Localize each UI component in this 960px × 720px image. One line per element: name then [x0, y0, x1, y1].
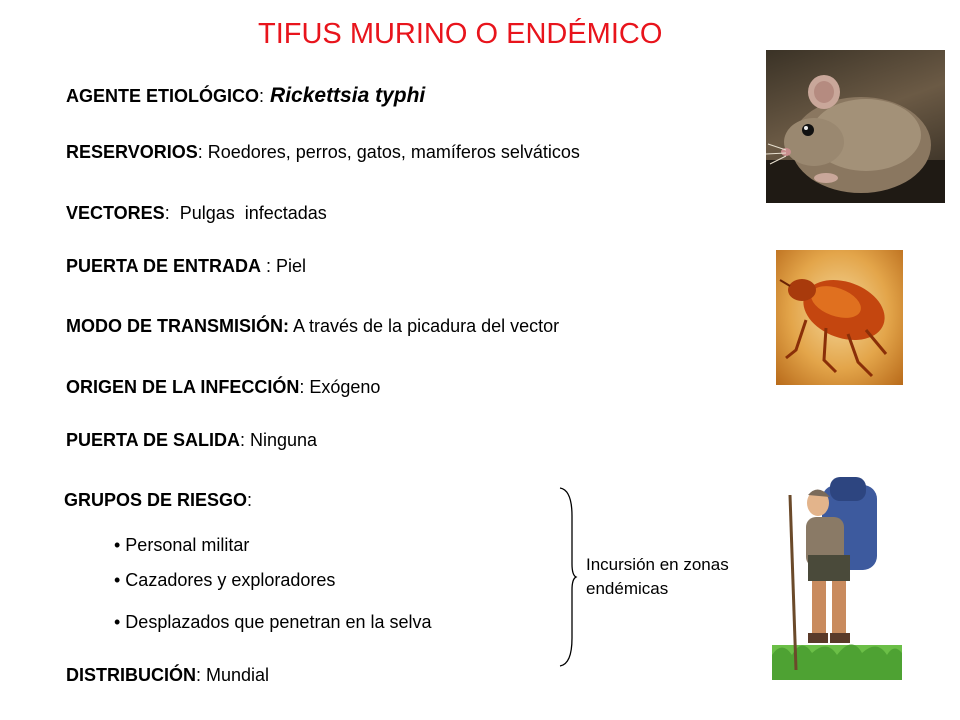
grouping-brace: [556, 486, 580, 668]
agente-value: Rickettsia typhi: [270, 84, 426, 107]
grupos-riesgo-label: GRUPOS DE RIESGO: [64, 490, 248, 510]
modo-transmision-value: A través de la picadura del vector: [289, 316, 560, 336]
reservorios-label: RESERVORIOS: [66, 142, 198, 162]
origen-row: [66, 377, 380, 398]
rat-photo: [766, 50, 945, 203]
grupos-riesgo-row: [64, 490, 252, 511]
vectores-label: VECTORES: [66, 203, 165, 223]
origen-value: : Exógeno: [299, 377, 381, 397]
vectores-value: : Pulgas infectadas: [164, 203, 327, 223]
modo-transmision-label: MODO DE TRANSMISIÓN:: [66, 316, 289, 336]
distribucion-label: DISTRIBUCIÓN: [66, 665, 196, 685]
risk-item-cazadores: • Cazadores y exploradores: [114, 570, 336, 590]
modo-transmision-row: [66, 316, 559, 337]
distribucion-value: : Mundial: [196, 665, 270, 685]
risk-item-militar: • Personal militar: [114, 535, 250, 555]
vectores-row: [66, 203, 327, 224]
flea-photo: [776, 250, 903, 385]
grupos-riesgo-sep: :: [247, 490, 253, 510]
agente-row: [66, 84, 425, 108]
puerta-entrada-value: : Piel: [261, 256, 307, 276]
incursion-note: Incursión en zonas endémicas: [586, 555, 729, 598]
reservorios-row: [66, 142, 580, 163]
puerta-salida-value: : Ninguna: [240, 430, 318, 450]
puerta-salida-row: [66, 430, 317, 451]
hiker-photo: [772, 455, 902, 680]
puerta-entrada-label: PUERTA DE ENTRADA: [66, 256, 262, 276]
risk-item-desplazados: • Desplazados que penetran en la selva: [114, 612, 432, 632]
puerta-entrada-row: [66, 256, 306, 277]
page-title: TIFUS MURINO O ENDÉMICO: [258, 18, 663, 50]
reservorios-value: : Roedores, perros, gatos, mamíferos selváticos: [197, 142, 580, 162]
distribucion-row: [66, 665, 269, 686]
origen-label: ORIGEN DE LA INFECCIÓN: [66, 377, 300, 397]
puerta-salida-label: PUERTA DE SALIDA: [66, 430, 241, 450]
agente-label: AGENTE ETIOLÓGICO: [66, 86, 260, 106]
agente-sep: :: [259, 86, 265, 106]
